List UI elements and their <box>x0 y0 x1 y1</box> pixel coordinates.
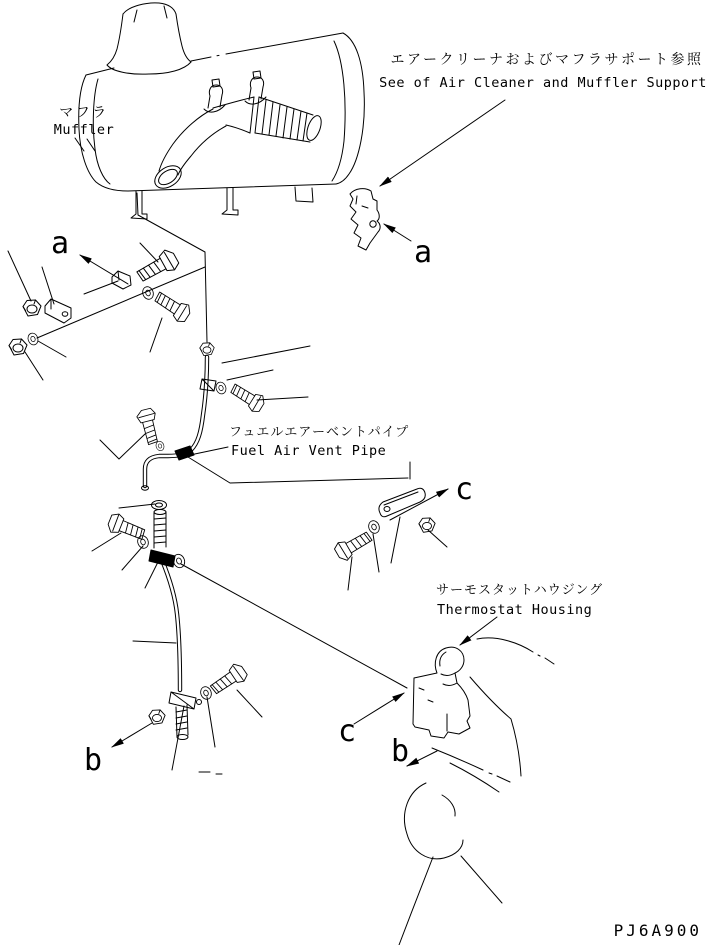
drawing-code: PJ6A900 <box>613 921 702 940</box>
fastener-group-b <box>149 661 249 724</box>
view-letter-a-right: a <box>413 235 433 270</box>
view-letter-b-right: b <box>390 734 410 769</box>
fastener-group-a <box>9 247 193 355</box>
view-letter-b-left: b <box>83 743 103 778</box>
view-letter-c-bottom: c <box>337 714 357 749</box>
view-arrow-c-right <box>390 489 448 520</box>
thermostat-label-en: Thermostat Housing <box>437 602 593 618</box>
thermostat-label-ja: サーモスタットハウジング <box>436 583 604 598</box>
muffler-drawing <box>79 3 365 342</box>
air-cleaner-note-ja: エアークリーナおよびマフラサポート参照 <box>390 52 704 68</box>
view-arrow-c-bottom <box>354 693 404 724</box>
vent-pipe-drawing <box>142 357 217 740</box>
support-bracket-drawing <box>350 189 380 250</box>
air-cleaner-note-arrow <box>380 100 505 186</box>
view-arrow-b-right <box>407 751 437 766</box>
view-letter-c-right: c <box>454 472 474 507</box>
thermostat-housing-drawing <box>413 647 470 738</box>
thermostat-label-arrow <box>460 617 497 645</box>
fastener-group-c <box>333 488 435 563</box>
view-arrow-a-left <box>80 255 128 284</box>
engine-outline-drawing <box>399 638 554 945</box>
vent-pipe-label-en: Fuel Air Vent Pipe <box>231 443 387 459</box>
muffler-label-ja: マフラ <box>59 105 109 121</box>
muffler-label-en: Muffler <box>53 122 115 138</box>
air-cleaner-note-en: See of Air Cleaner and Muffler Support <box>379 75 707 91</box>
view-arrow-b-left <box>112 723 152 747</box>
view-letter-a-left: a <box>50 226 70 261</box>
view-arrow-a-right <box>384 224 411 241</box>
vent-pipe-label-ja: フュエルエアーベントパイプ <box>229 425 410 440</box>
